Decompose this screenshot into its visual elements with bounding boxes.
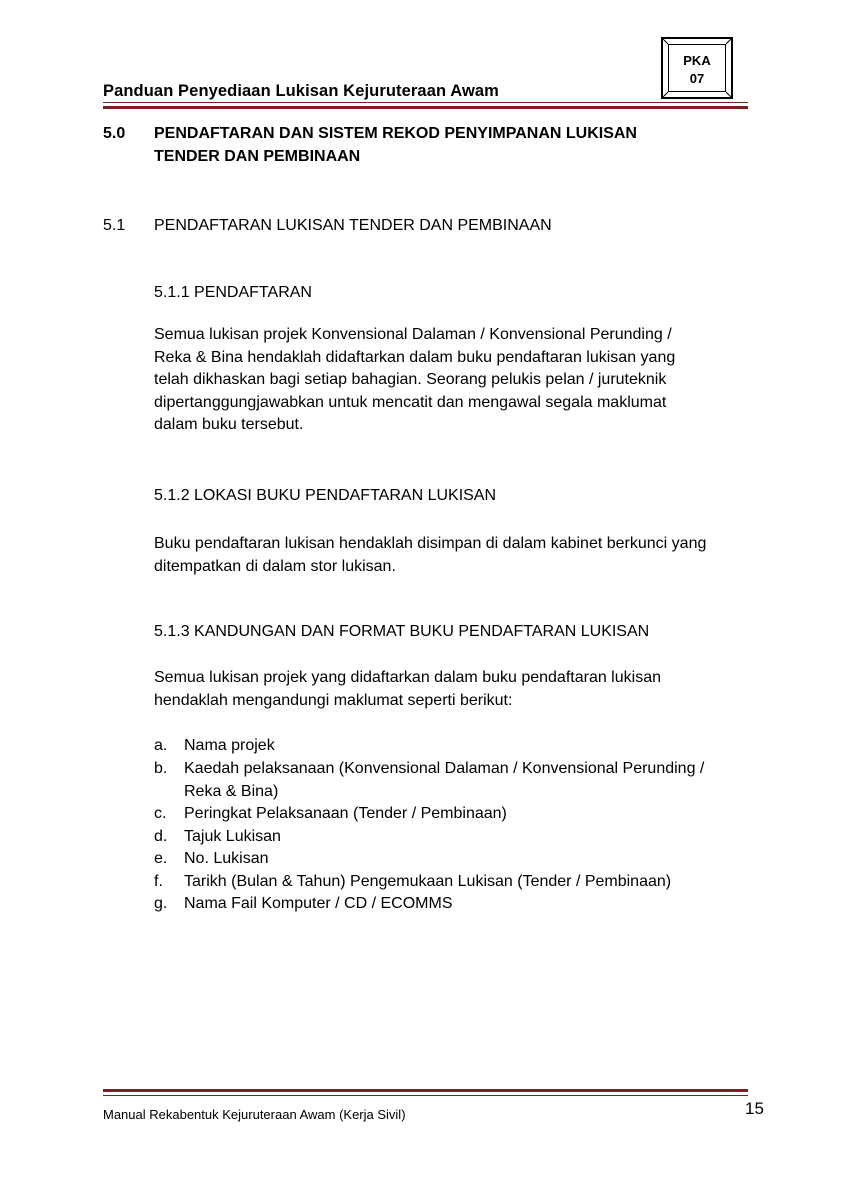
subsection-title: PENDAFTARAN LUKISAN TENDER DAN PEMBINAAN: [154, 217, 552, 234]
list-item: [154, 848, 746, 871]
subsection-511-paragraph: [154, 324, 746, 437]
paragraph-line: telah dikhaskan bagi setiap bahagian. Seorang pelukis pelan / juruteknik: [154, 371, 667, 388]
section-number: 5.0: [103, 125, 126, 142]
paragraph-line: Buku pendaftaran lukisan hendaklah disimpan di dalam kabinet berkunci yang: [154, 535, 707, 552]
list-item: [154, 826, 746, 849]
subsection-512-heading: 5.1.2 LOKASI BUKU PENDAFTARAN LUKISAN: [154, 487, 497, 504]
list-item: [154, 758, 746, 803]
list-text: Kaedah pelaksanaan (Konvensional Dalaman / Konvensional Perunding /: [184, 760, 705, 777]
list-item: [154, 735, 746, 758]
list-marker: e.: [154, 850, 168, 867]
paragraph-line: Semua lukisan projek yang didaftarkan dalam buku pendaftaran lukisan: [154, 669, 661, 686]
code-label-line1: PKA: [683, 53, 711, 68]
footer-rule-thick: [103, 1089, 748, 1092]
info-list: [154, 735, 746, 925]
paragraph-line: ditempatkan di dalam stor lukisan.: [154, 557, 396, 575]
list-marker: b.: [154, 760, 168, 777]
paragraph-line: dalam buku tersebut.: [154, 416, 304, 433]
header-rule-thick: [103, 106, 748, 109]
list-marker: g.: [154, 895, 168, 912]
list-text: Tarikh (Bulan & Tahun) Pengemukaan Lukisan (Tender / Pembinaan): [184, 872, 672, 890]
document-code-box: [661, 37, 733, 99]
list-marker: f.: [154, 872, 163, 890]
list-item: [154, 803, 746, 826]
list-marker: c.: [154, 805, 167, 822]
list-text: Nama projek: [184, 737, 275, 754]
list-item: [154, 871, 746, 894]
list-item: [154, 893, 746, 916]
list-marker: a.: [154, 737, 168, 754]
list-text: No. Lukisan: [184, 850, 269, 867]
section-title-line2: TENDER DAN PEMBINAAN: [154, 148, 361, 165]
subsection-512-paragraph: [154, 533, 746, 578]
paragraph-line: hendaklah mengandungi maklumat seperti berikut:: [154, 691, 513, 709]
subsection-513-paragraph: [154, 667, 746, 712]
subsection-number: 5.1: [103, 217, 126, 234]
paragraph-line: Semua lukisan projek Konvensional Dalaman / Konvensional Perunding /: [154, 326, 672, 343]
section-title-line1: PENDAFTARAN DAN SISTEM REKOD PENYIMPANAN LUKISAN: [154, 125, 637, 142]
paragraph-line: Reka & Bina hendaklah didaftarkan dalam buku pendaftaran lukisan yang: [154, 348, 676, 366]
list-text-continued: Reka & Bina): [184, 782, 279, 800]
list-text: Peringkat Pelaksanaan (Tender / Pembinaan): [184, 805, 507, 822]
code-label-line2: 07: [689, 71, 705, 86]
list-marker: d.: [154, 827, 168, 845]
page-number: 15: [745, 1099, 764, 1118]
header-rule-thin: [103, 102, 748, 103]
paragraph-line: dipertanggungjawabkan untuk mencatit dan mengawal segala maklumat: [154, 393, 667, 411]
header-title: Panduan Penyediaan Lukisan Kejuruteraan Awam: [103, 82, 499, 100]
list-text: Tajuk Lukisan: [184, 827, 281, 845]
footer-rule-thin: [103, 1095, 748, 1096]
subsection-511-heading: 5.1.1 PENDAFTARAN: [154, 284, 312, 301]
footer-text: Manual Rekabentuk Kejuruteraan Awam (Kerja Sivil): [103, 1107, 406, 1122]
list-text: Nama Fail Komputer / CD / ECOMMS: [184, 895, 453, 912]
subsection-513-heading: 5.1.3 KANDUNGAN DAN FORMAT BUKU PENDAFTARAN LUKISAN: [154, 623, 650, 640]
